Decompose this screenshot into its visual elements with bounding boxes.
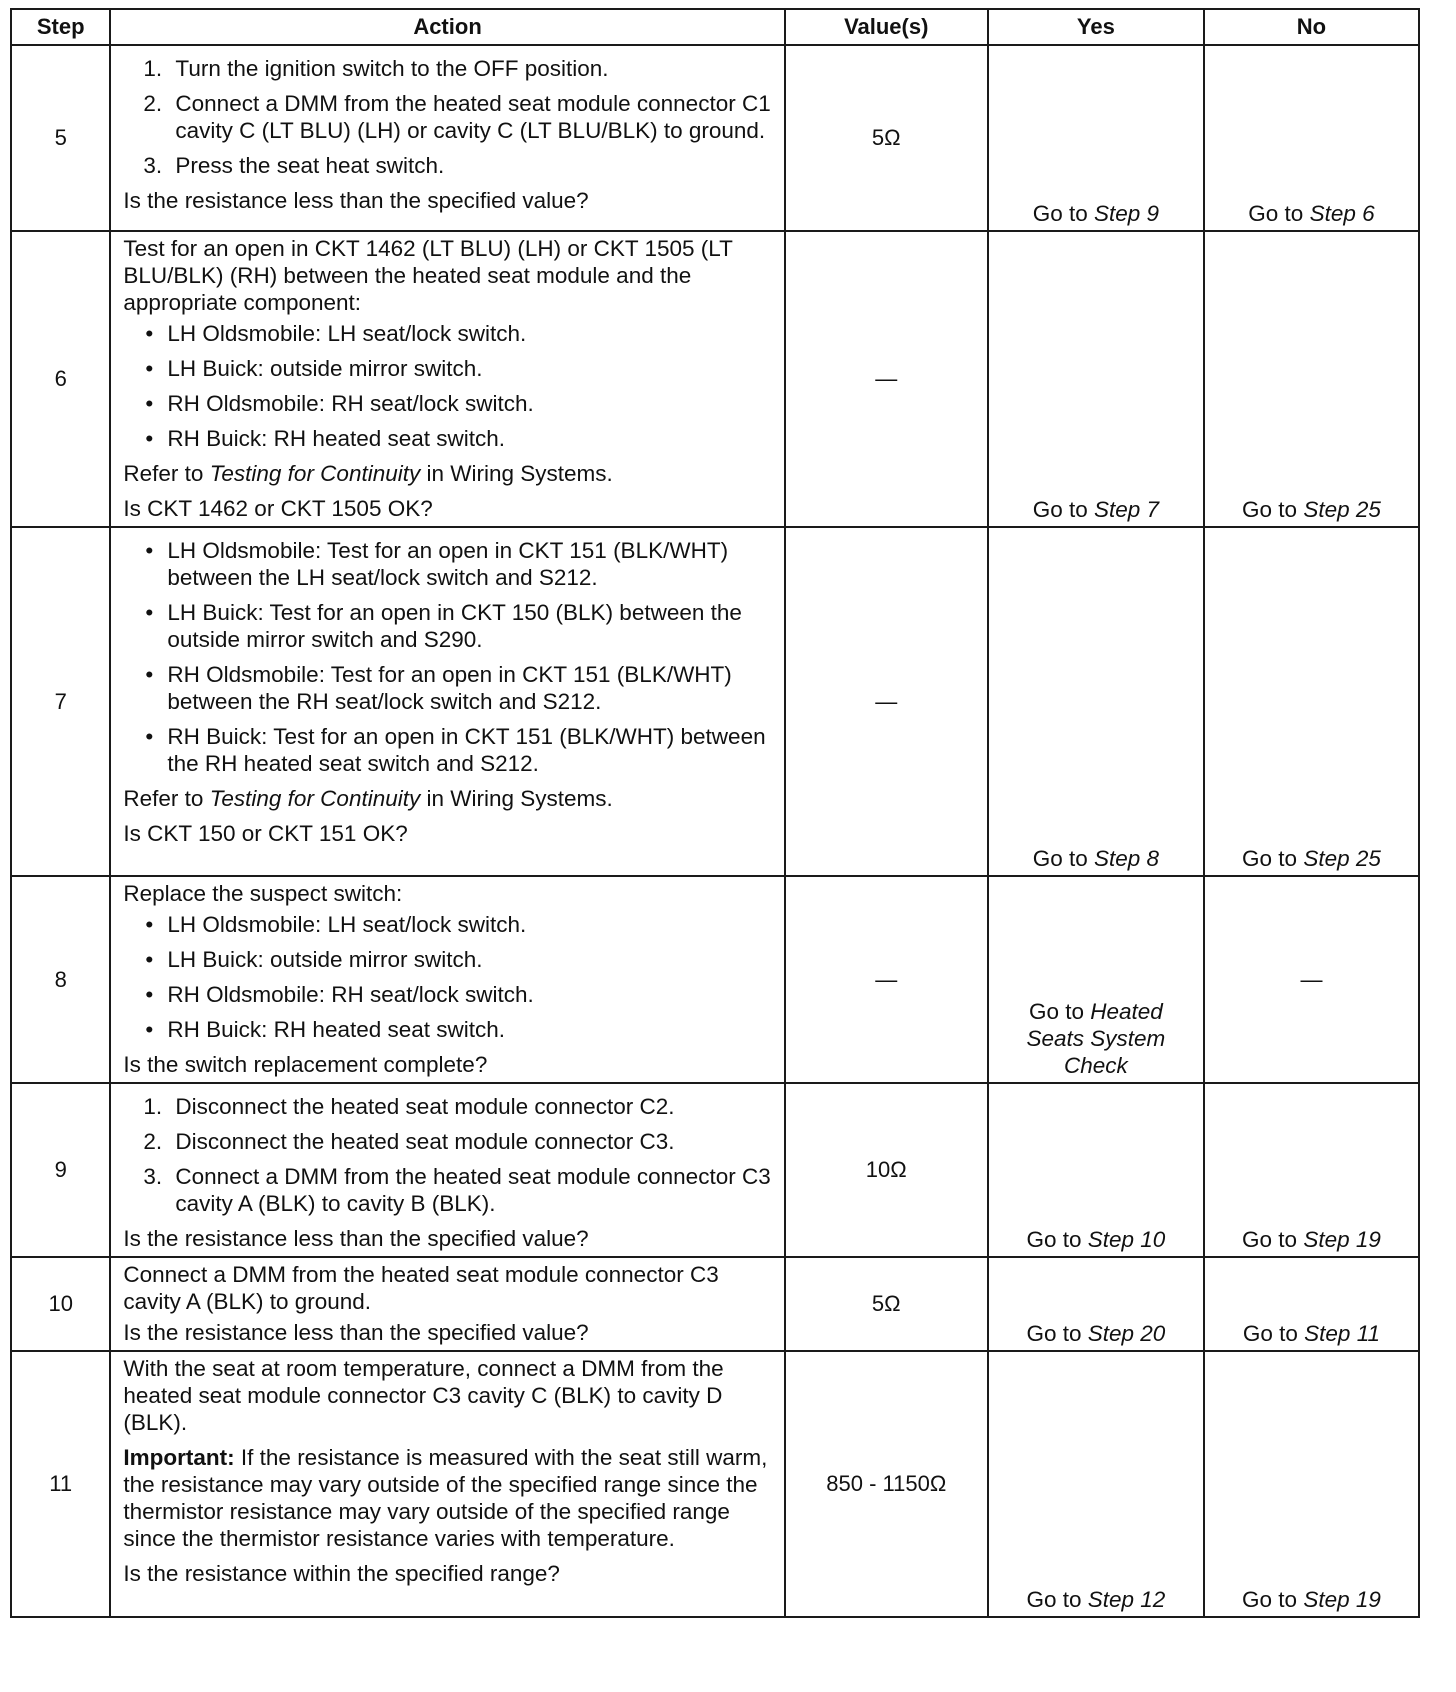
continuity-reference-link[interactable]: Testing for Continuity xyxy=(209,786,421,811)
action-cell xyxy=(110,1257,784,1351)
important-note: Important: If the resistance is measured with the seat still warm, the resistance may vary outside of the specified range since the thermistor resistance may vary outside of the specified range since the thermistor resistance varies with temperature. xyxy=(123,1445,768,1551)
action-cell xyxy=(110,231,784,527)
step-number: 6 xyxy=(11,231,110,527)
table-row xyxy=(11,1083,1419,1257)
intro-text: With the seat at room temperature, connect a DMM from the heated seat module connector C3 cavity C (BLK) to cavity D (BLK). xyxy=(123,1356,724,1435)
list-item: 3. Press the seat heat switch. xyxy=(143,153,445,178)
list-item: • RH Buick: RH heated seat switch. xyxy=(145,426,506,451)
no-goto[interactable]: Go to Step 25 xyxy=(1242,497,1381,522)
yes-cell xyxy=(988,1351,1204,1617)
yes-cell xyxy=(988,231,1204,527)
header-yes: Yes xyxy=(988,9,1204,45)
yes-cell xyxy=(988,876,1204,1083)
no-cell xyxy=(1204,527,1419,876)
header-row xyxy=(11,9,1419,45)
question-text: Is the resistance within the specified range? xyxy=(123,1561,560,1586)
list-item: • RH Buick: RH heated seat switch. xyxy=(145,1017,506,1042)
numbered-list xyxy=(123,1093,773,1217)
list-item: • RH Buick: Test for an open in CKT 151 (BLK/WHT) between the RH heated seat switch and S212. xyxy=(145,724,766,776)
value-cell: 5Ω xyxy=(785,45,988,231)
no-cell: — xyxy=(1204,876,1419,1083)
no-goto[interactable]: Go to Step 19 xyxy=(1242,1587,1381,1612)
header-values: Value(s) xyxy=(785,9,988,45)
question-text: Is the resistance less than the specified value? xyxy=(123,1320,589,1345)
list-item: 2. Connect a DMM from the heated seat module connector C1 cavity C (LT BLU) (LH) or cavity C (LT BLU/BLK) to ground. xyxy=(143,91,771,143)
yes-goto[interactable]: Go to Step 20 xyxy=(1026,1321,1166,1346)
header-step: Step xyxy=(11,9,110,45)
value-cell: 850 - 1150Ω xyxy=(785,1351,988,1617)
yes-cell xyxy=(988,1083,1204,1257)
no-cell xyxy=(1204,45,1419,231)
list-item: • LH Buick: outside mirror switch. xyxy=(145,356,483,381)
value-cell: — xyxy=(785,876,988,1083)
action-cell xyxy=(110,1351,784,1617)
step-number: 8 xyxy=(11,876,110,1083)
bullet-list xyxy=(123,911,773,1043)
question-text: Is the resistance less than the specified value? xyxy=(123,1226,589,1251)
list-item: 1. Turn the ignition switch to the OFF position. xyxy=(143,56,609,81)
no-cell xyxy=(1204,231,1419,527)
yes-goto[interactable]: Go to Heated Seats System Check xyxy=(1026,999,1166,1078)
intro-text: Test for an open in CKT 1462 (LT BLU) (LH) or CKT 1505 (LT BLU/BLK) (RH) between the heated seat module and the appropriate component: xyxy=(123,236,733,315)
no-cell xyxy=(1204,1351,1419,1617)
table-row xyxy=(11,231,1419,527)
list-item: • RH Oldsmobile: RH seat/lock switch. xyxy=(145,982,534,1007)
no-goto[interactable]: Go to Step 25 xyxy=(1242,846,1381,871)
step-number: 5 xyxy=(11,45,110,231)
value-cell: 10Ω xyxy=(785,1083,988,1257)
question-text: Is CKT 150 or CKT 151 OK? xyxy=(123,821,408,846)
yes-cell xyxy=(988,45,1204,231)
no-cell xyxy=(1204,1083,1419,1257)
table-row xyxy=(11,45,1419,231)
action-cell xyxy=(110,876,784,1083)
step-number: 11 xyxy=(11,1351,110,1617)
list-item: • RH Oldsmobile: RH seat/lock switch. xyxy=(145,391,534,416)
refer-text: Refer to Testing for Continuity in Wiring Systems. xyxy=(123,461,613,486)
no-goto[interactable]: Go to Step 6 xyxy=(1248,201,1375,226)
list-item: 1. Disconnect the heated seat module connector C2. xyxy=(143,1094,675,1119)
yes-goto[interactable]: Go to Step 9 xyxy=(1032,201,1160,226)
yes-cell xyxy=(988,1257,1204,1351)
table-row xyxy=(11,527,1419,876)
action-cell xyxy=(110,527,784,876)
intro-text: Replace the suspect switch: xyxy=(123,881,403,906)
table-row xyxy=(11,1257,1419,1351)
list-item: • LH Oldsmobile: LH seat/lock switch. xyxy=(145,321,527,346)
action-cell xyxy=(110,1083,784,1257)
step-number: 10 xyxy=(11,1257,110,1351)
table-row xyxy=(11,876,1419,1083)
list-item: • LH Buick: outside mirror switch. xyxy=(145,947,483,972)
list-item: 2. Disconnect the heated seat module connector C3. xyxy=(143,1129,675,1154)
no-cell xyxy=(1204,1257,1419,1351)
no-goto[interactable]: Go to Step 19 xyxy=(1242,1227,1381,1252)
table-row xyxy=(11,1351,1419,1617)
yes-goto[interactable]: Go to Step 12 xyxy=(1026,1587,1166,1612)
list-item: • LH Buick: Test for an open in CKT 150 (BLK) between the outside mirror switch and S290. xyxy=(145,600,742,652)
yes-goto[interactable]: Go to Step 10 xyxy=(1026,1227,1166,1252)
list-item: 3. Connect a DMM from the heated seat module connector C3 cavity A (BLK) to cavity B (BLK). xyxy=(143,1164,771,1216)
value-cell: — xyxy=(785,231,988,527)
diagnostic-table xyxy=(10,8,1420,1618)
question-text: Is the switch replacement complete? xyxy=(123,1052,488,1077)
header-action: Action xyxy=(110,9,784,45)
step-number: 9 xyxy=(11,1083,110,1257)
yes-goto[interactable]: Go to Step 8 xyxy=(1032,846,1160,871)
continuity-reference-link[interactable]: Testing for Continuity xyxy=(209,461,421,486)
step-number: 7 xyxy=(11,527,110,876)
value-cell: 5Ω xyxy=(785,1257,988,1351)
no-goto[interactable]: Go to Step 11 xyxy=(1242,1321,1381,1346)
bullet-list xyxy=(123,537,773,777)
list-item: • LH Oldsmobile: Test for an open in CKT 151 (BLK/WHT) between the LH seat/lock switch and S212. xyxy=(145,538,729,590)
refer-text: Refer to Testing for Continuity in Wiring Systems. xyxy=(123,786,613,811)
yes-cell xyxy=(988,527,1204,876)
list-item: • RH Oldsmobile: Test for an open in CKT 151 (BLK/WHT) between the RH seat/lock switch and S212. xyxy=(145,662,732,714)
bullet-list xyxy=(123,320,773,452)
yes-goto[interactable]: Go to Step 7 xyxy=(1032,497,1160,522)
numbered-list xyxy=(123,55,773,179)
header-no: No xyxy=(1204,9,1419,45)
question-text: Is the resistance less than the specified value? xyxy=(123,188,589,213)
value-cell: — xyxy=(785,527,988,876)
list-item: • LH Oldsmobile: LH seat/lock switch. xyxy=(145,912,527,937)
question-text: Is CKT 1462 or CKT 1505 OK? xyxy=(123,496,433,521)
action-cell xyxy=(110,45,784,231)
intro-text: Connect a DMM from the heated seat module connector C3 cavity A (BLK) to ground. xyxy=(123,1262,719,1314)
